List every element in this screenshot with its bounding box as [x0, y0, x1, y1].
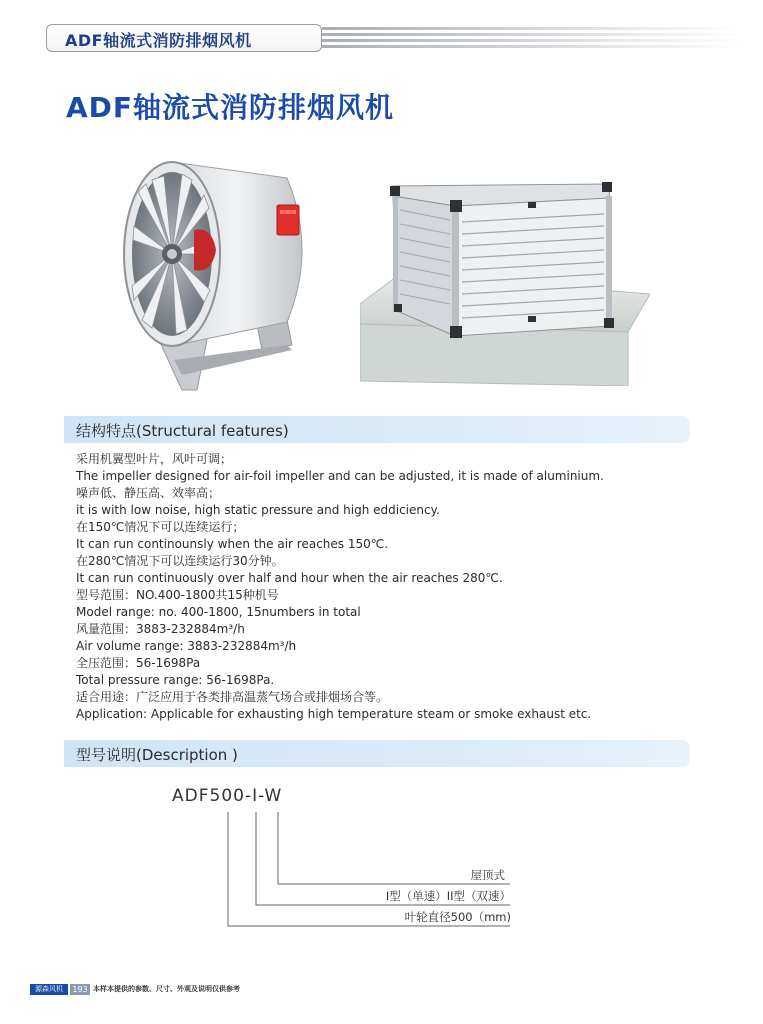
page-title: ADF轴流式消防排烟风机 [66, 91, 395, 124]
section-bar-description [64, 740, 690, 767]
feature-line: 噪声低、静压高、效率高； [76, 486, 221, 500]
section-heading-description: 型号说明(Description ) [76, 746, 238, 764]
feature-line: It can run continuously over half and hour when the air reaches 280℃. [76, 571, 503, 585]
feature-line: 型号范围：NO.400-1800共15种机号 [76, 588, 279, 602]
label-impeller-diameter: 叶轮直径500（mm) [404, 910, 511, 924]
feature-line: 采用机翼型叶片，风叶可调； [76, 452, 233, 466]
feature-line: Application: Applicable for exhausting high temperature steam or smoke exhaust etc. [76, 707, 592, 721]
feature-line: Total pressure range: 56-1698Pa. [76, 673, 275, 687]
section-bar-structural [64, 416, 690, 443]
feature-line: 全压范围：56-1698Pa [76, 656, 201, 670]
feature-line: 在280℃情况下可以连续运行30分钟。 [76, 554, 284, 568]
feature-line: The impeller designed for air-foil impeller and can be adjusted, it is made of aluminium. [76, 469, 604, 483]
section-heading-structural: 结构特点(Structural features) [76, 422, 289, 440]
label-roof-type: 屋顶式 [470, 868, 505, 882]
feature-line: it is with low noise, high static pressure and high eddiciency. [76, 503, 440, 517]
axial-fan-image [112, 150, 327, 395]
label-speed-type: I型（单速）II型（双速） [385, 889, 511, 903]
rooftop-fan-image [360, 176, 650, 386]
feature-line: 适合用途：广泛应用于各类排高温蒸气场合或排烟场合等。 [76, 690, 389, 704]
model-code: ADF500-I-W [172, 786, 283, 806]
footer-note: 本样本提供的参数、尺寸、外观及说明仅供参考 [93, 985, 240, 993]
feature-line: 在150℃情况下可以连续运行； [76, 520, 245, 534]
footer-brand: 源森风机 [30, 984, 68, 995]
structural-features-list [76, 451, 696, 723]
page-number: 193 [70, 984, 90, 995]
feature-line: It can run continounsly when the air reaches 150℃. [76, 537, 389, 551]
feature-line: Model range: no. 400-1800, 15numbers in total [76, 605, 361, 619]
header-tab-title: ADF轴流式消防排烟风机 [65, 31, 252, 50]
feature-line: 风量范围：3883-232884m³/h [76, 622, 245, 636]
feature-line: Air volume range: 3883-232884m³/h [76, 639, 297, 653]
header-tab [46, 24, 322, 52]
header-stripes [322, 27, 742, 51]
